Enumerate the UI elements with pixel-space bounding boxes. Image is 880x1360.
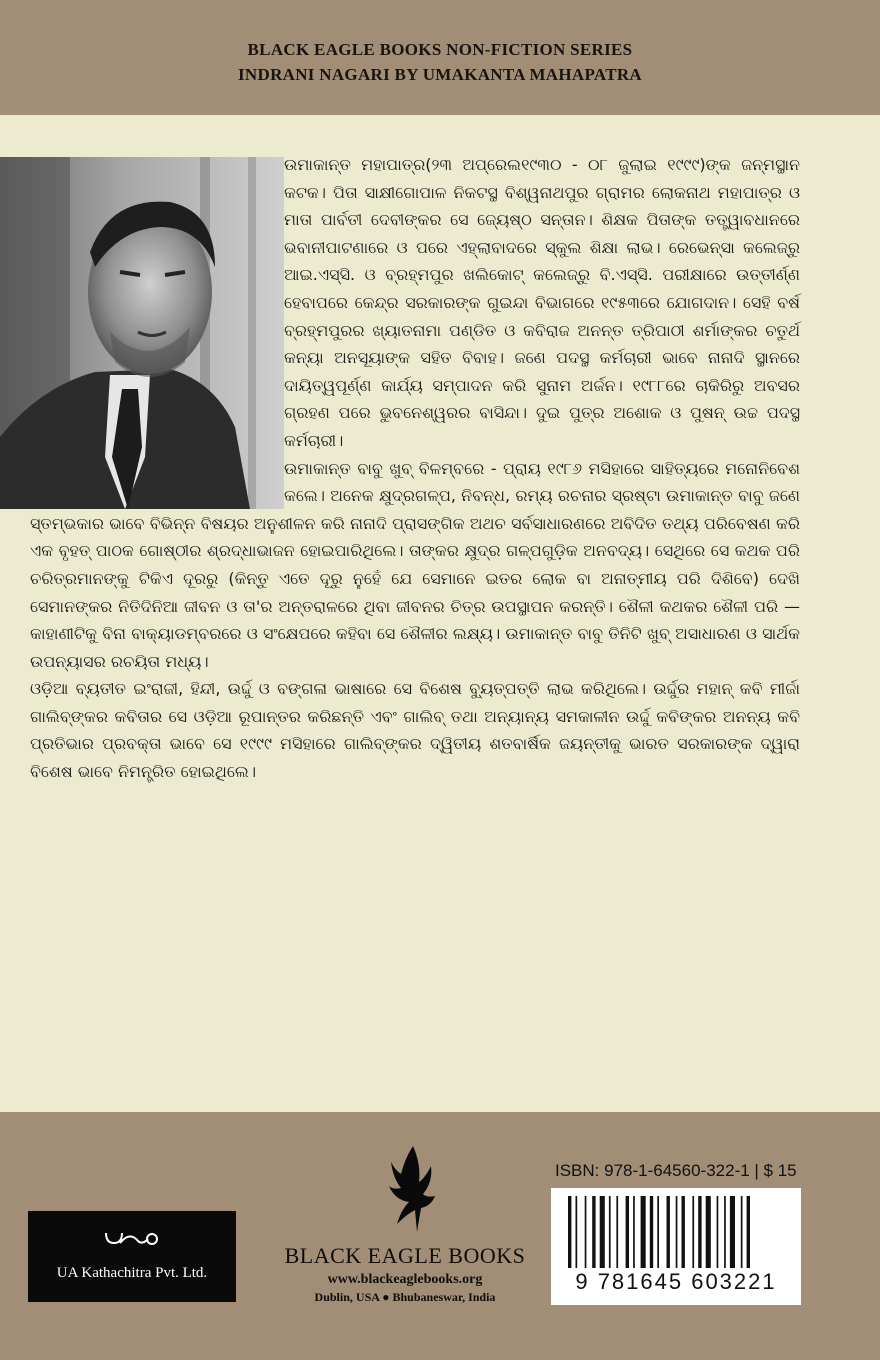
ua-kathachitra-logo <box>28 1211 236 1302</box>
book-title-author: INDRANI NAGARI BY UMAKANTA MAHAPATRA <box>238 65 642 84</box>
series-title: BLACK EAGLE BOOKS NON-FICTION SERIES <box>247 40 633 59</box>
publisher-locations: Dublin, USA ● Bhubaneswar, India <box>314 1290 496 1304</box>
barcode-number: 9 781645 603221 <box>575 1269 777 1294</box>
publisher-url: www.blackeaglebooks.org <box>327 1272 483 1287</box>
biography-paragraph: ଉମାକାନ୍ତ ମହାପାତ୍ର(୨୩ ଅପ୍ରେଲ୧୯୩୦ - ୦୮ ଜୁଲାଇ ୧୯୯୯)ଙ୍କ ଜନ୍ମସ୍ଥାନ କଟକ। ପିତା ସାକ୍ଷୀଗୋପାଳ ନିକଟସ୍ଥ ବିଶ୍ୱନାଥପୁର ଗ୍ରାମର ଲୋକନାଥ ମହାପାତ୍ର ଓ ମାତା ପାର୍ବତୀ ଦେବୀଙ୍କର ସେ ଜ୍ୟେଷ୍ଠ ସନ୍ତାନ। ଶିକ୍ଷକ ପିତାଙ୍କ ତତ୍ତ୍ୱାବଧାନରେ ଭବାନୀପାଟଣାରେ ଓ ପରେ ଏହ୍ଲାବାଦରେ ସ୍କୁଲ ଶିକ୍ଷା ଲାଭ। ରେଭେନ୍ସା କଲେଜ୍‌ରୁ ଆଇ.ଏସ୍‌ସି. ଓ ବ୍ରହ୍ମପୁର ଖଲିକୋଟ୍ କଲେଜ୍‌ରୁ ବି.ଏସ୍‌ସି. ପରୀକ୍ଷାରେ ଉତ୍ତୀର୍ଣ୍ଣ ହେବାପରେ କେନ୍ଦ୍ର ସରକାରଙ୍କ ଗୁଇନ୍ଦା ବିଭାଗରେ ୧୯୫୩ରେ ଯୋଗଦାନ। ସେହି ବର୍ଷ ବ୍ରହ୍ମପୁରର ଖ୍ୟାତନାମା ପଣ୍ଡିତ ଓ କବିରାଜ ଅନନ୍ତ ତ୍ରିପାଠୀ ଶର୍ମାଙ୍କର ଚତୁର୍ଥ କନ୍ୟା ଅନସୂୟାଙ୍କ ସହିତ ବିବାହ। ଜଣେ ପଦସ୍ଥ କର୍ମଚାରୀ ଭାବେ ନାନାଦି ସ୍ଥାନରେ ଦାୟିତ୍ୱପୂର୍ଣ୍ଣ କାର୍ଯ୍ୟ ସମ୍ପାଦନ କରି ସୁନାମ ଅର୍ଜନ। ୧୯୮୮ରେ ଚାକିରିରୁ ଅବସର ଗ୍ରହଣ ପରେ ଭୁବନେଶ୍ୱରର ବାସିନ୍ଦା। ଦୁଇ ପୁତ୍ର ଅଶୋକ ଓ ପୁଷନ୍ ଉଚ୍ଚ ପଦସ୍ଥ କର୍ମଚାରୀ। <box>284 155 800 450</box>
author-biography <box>30 151 800 786</box>
biography-paragraph: ଉମାକାନ୍ତ ବାବୁ ଖୁବ୍ ବିଳମ୍ବରେ - ପ୍ରାୟ ୧୯୮୬ ମସିହାରେ ସାହିତ୍ୟରେ ମନୋନିବେଶ କଲେ। ଅନେକ କ୍ଷୁଦ୍ରଗଳ୍ପ, ନିବନ୍ଧ, ରମ୍ୟ ରଚନାର ସ୍ରଷ୍ଟା ଉମାକାନ୍ତ ବାବୁ ଜଣେ ସ୍ତମ୍ଭକାର ଭାବେ ବିଭିନ୍ନ ବିଷୟର ଅନୁଶୀଳନ କରି ନାନାଦି ପ୍ରାସଙ୍ଗିକ ଅଥଚ ସର୍ବସାଧାରଣରେ ଅବିଦିତ ତଥ୍ୟ ପରିବେଷଣ କରି ଏକ ବୃହତ୍ ପାଠକ ଗୋଷ୍ଠୀର ଶ୍ରଦ୍ଧାଭାଜନ ହୋଇପାରିଥିଲେ। ତାଙ୍କର କ୍ଷୁଦ୍ର ଗଳ୍ପଗୁଡ଼ିକ ଅନବଦ୍ୟ। ସେଥିରେ ସେ କଥକ ପରି ଚରିତ୍ରମାନଙ୍କୁ ଟିକିଏ ଦୂରରୁ (କିନ୍ତୁ ଏତେ ଦୂରୁ ନୁହେଁ ଯେ ସେମାନେ ଇତର ଲୋକ ବା ଅନାତ୍ମୀୟ ପରି ଦିଶିବେ) ଦେଖି ସେମାନଙ୍କର ନିତିଦିନିଆ ଜୀବନ ଓ ତା'ର ଅନ୍ତରାଳରେ ଥିବା ଜୀବନର ଚିତ୍ର ଉପସ୍ଥାପନ କରନ୍ତି। ଶୈଳୀ କଥକର ଶୈଳୀ ପରି — କାହାଣୀଟିକୁ ବିନା ବାକ୍ୟାଡମ୍ବରରେ ଓ ସଂକ୍ଷେପରେ କହିବା ସେ ଶୈଳୀର ଲକ୍ଷ୍ୟ। ଉମାକାନ୍ତ ବାବୁ ତିନିଟି ଖୁବ୍ ଅସାଧାରଣ ଓ ସାର୍ଥକ ଉପନ୍ୟାସର ରଚୟିତା ମଧ୍ୟ। <box>30 458 800 671</box>
biography-paragraph: ଓଡ଼ିଆ ବ୍ୟତୀତ ଇଂରାଜୀ, ହିନ୍ଦୀ, ଉର୍ଦ୍ଦୁ ଓ ବଙ୍ଗଳା ଭାଷାରେ ସେ ବିଶେଷ ବ୍ୟୁତ୍ପତ୍ତି ଲାଭ କରିଥିଲେ। ଉର୍ଦ୍ଦୁର ମହାନ୍ କବି ମୀର୍ଜା ଗାଲିବ୍‌ଙ୍କର କବିତାର ସେ ଓଡ଼ିଆ ରୂପାନ୍ତର କରିଛନ୍ତି ଏବଂ ଗାଲିବ୍ ତଥା ଅନ୍ୟାନ୍ୟ ସମକାଳୀନ ଉର୍ଦ୍ଦୁ କବିଙ୍କର ଅନନ୍ୟ କବି ପ୍ରତିଭାର ପ୍ରବକ୍ତା ଭାବେ ସେ ୧୯୯୯ ମସିହାରେ ଗାଲିବ୍‌ଙ୍କର ଦ୍ୱିତୀୟ ଶତବାର୍ଷିକ ଜୟନ୍ତୀକୁ ଭାରତ ସରକାରଙ୍କ ଦ୍ୱାରା ବିଶେଷ ଭାବେ ନିମନ୍ତ୍ରିତ ହୋଇଥିଲେ। <box>30 679 800 782</box>
ua-kathachitra-name: UA Kathachitra Pvt. Ltd. <box>56 1265 208 1281</box>
isbn-barcode <box>551 1188 801 1305</box>
isbn-price: ISBN: 978-1-64560-322-1 | $ 15 <box>555 1161 797 1180</box>
publisher-name: BLACK EAGLE BOOKS <box>284 1243 526 1268</box>
back-cover-content <box>0 115 880 1112</box>
bottom-band <box>0 1112 880 1360</box>
eagle-logo-icon <box>387 1144 439 1236</box>
top-band <box>0 0 880 115</box>
ua-kathachitra-logo-icon <box>102 1227 162 1251</box>
